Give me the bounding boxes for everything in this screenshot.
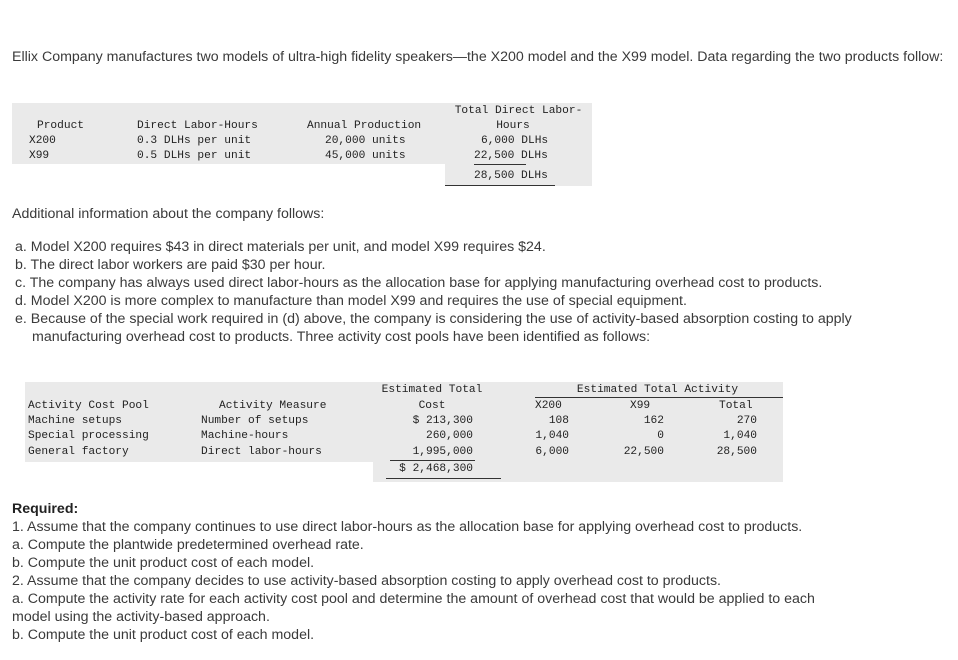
cost-subtotal-underline: [390, 460, 475, 461]
subtotal-underline: [474, 164, 526, 165]
x99-special-processing: 0: [657, 430, 664, 442]
row-x200-annual: 20,000 units: [325, 135, 406, 147]
header-total-dlh-line2: Hours: [496, 120, 530, 132]
pool-machine-setups: Machine setups: [28, 415, 122, 427]
activity-group-underline: [535, 397, 783, 398]
cost-grand-total: $ 2,468,300: [399, 463, 473, 475]
row-x99-total: 22,500 DLHs: [474, 150, 548, 162]
header-total-dlh-line1: Total Direct Labor-: [454, 105, 583, 117]
measure-direct-labor-hours: Direct labor-hours: [201, 446, 322, 458]
header-estimated-total-cost-line2: Cost: [418, 400, 446, 412]
total-special-processing: 1,040: [723, 430, 757, 442]
info-item-b: b. The direct labor workers are paid $30 per hour.: [15, 257, 326, 273]
header-x99: X99: [630, 400, 651, 412]
header-annual-production: Annual Production: [307, 120, 422, 132]
measure-machine-hours: Machine-hours: [201, 430, 289, 442]
required-item-1a: a. Compute the plantwide predetermined overhead rate.: [12, 537, 364, 553]
x99-machine-setups: 162: [643, 415, 664, 427]
info-item-a: a. Model X200 requires $43 in direct materials per unit, and model X99 requires $24.: [15, 239, 546, 255]
row-x99-annual: 45,000 units: [325, 150, 406, 162]
header-activity-measure: Activity Measure: [219, 400, 327, 412]
total-general-factory: 28,500: [716, 446, 757, 458]
header-estimated-total-cost-line1: Estimated Total: [381, 384, 483, 396]
x200-special-processing: 1,040: [535, 430, 569, 442]
cost-machine-setups: $ 213,300: [412, 415, 473, 427]
additional-info-heading: Additional information about the company follows:: [12, 206, 325, 222]
header-product: Product: [37, 120, 84, 132]
info-item-e: e. Because of the special work required in (d) above, the company is considering the use of activity-based absorption costing to apply: [15, 311, 852, 327]
header-activity-cost-pool: Activity Cost Pool: [28, 400, 149, 412]
header-x200: X200: [535, 400, 562, 412]
row-x200-dlh: 0.3 DLHs per unit: [137, 135, 252, 147]
required-item-2b: b. Compute the unit product cost of each model.: [12, 627, 315, 643]
pool-general-factory: General factory: [28, 446, 129, 458]
required-item-2a-continued: model using the activity-based approach.: [12, 609, 270, 625]
required-item-1: 1. Assume that the company continues to use direct labor-hours as the allocation base for applying overhead cost to products.: [12, 519, 803, 535]
required-heading: Required:: [12, 501, 79, 517]
header-estimated-total-activity: Estimated Total Activity: [576, 384, 739, 396]
required-item-1b: b. Compute the unit product cost of each model.: [12, 555, 315, 571]
header-direct-labor-hours: Direct Labor-Hours: [137, 120, 258, 132]
grand-total-dlh: 28,500 DLHs: [474, 170, 548, 182]
required-item-2a: a. Compute the activity rate for each activity cost pool and determine the amount of overhead cost that would be applied to each: [12, 591, 815, 607]
info-item-c: c. The company has always used direct labor-hours as the allocation base for applying manufacturing overhead cost to products.: [15, 275, 823, 291]
required-item-2: 2. Assume that the company decides to use activity-based absorption costing to apply overhead cost to products.: [12, 573, 721, 589]
intro-paragraph: Ellix Company manufactures two models of ultra-high fidelity speakers—the X200 model and the X99 model. Data regarding the two products follow:: [12, 49, 944, 65]
total-machine-setups: 270: [736, 415, 757, 427]
pool-special-processing: Special processing: [28, 430, 149, 442]
header-total: Total: [719, 400, 753, 412]
cost-grand-total-underline: [386, 478, 501, 479]
x99-general-factory: 22,500: [623, 446, 664, 458]
grand-total-underline: [445, 185, 555, 186]
row-x200-total: 6,000 DLHs: [481, 135, 549, 147]
row-x200-product: X200: [29, 135, 56, 147]
row-x99-dlh: 0.5 DLHs per unit: [137, 150, 252, 162]
x200-machine-setups: 108: [548, 415, 569, 427]
x200-general-factory: 6,000: [535, 446, 569, 458]
row-x99-product: X99: [29, 150, 50, 162]
cost-general-factory: 1,995,000: [412, 446, 473, 458]
info-item-d: d. Model X200 is more complex to manufacture than model X99 and requires the use of special equipment.: [15, 293, 687, 309]
cost-special-processing: 260,000: [426, 430, 473, 442]
info-item-e-continued: manufacturing overhead cost to products. Three activity cost pools have been identified as follows:: [32, 329, 651, 345]
measure-number-of-setups: Number of setups: [201, 415, 309, 427]
